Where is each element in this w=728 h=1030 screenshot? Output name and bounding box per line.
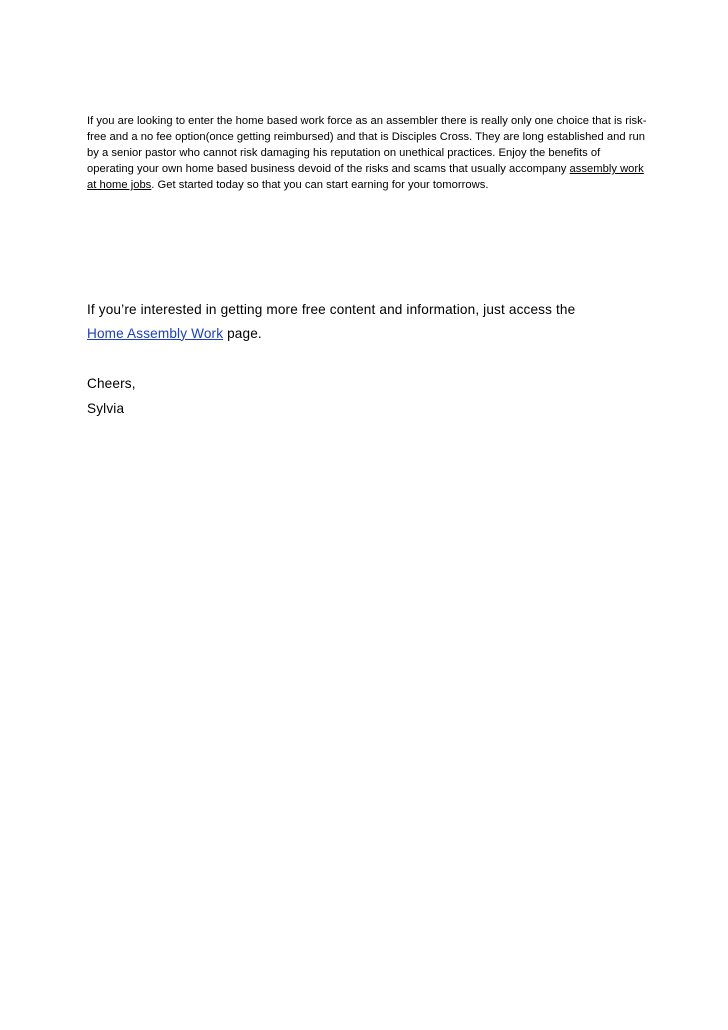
signature-name: Sylvia — [87, 400, 125, 416]
more-info-text — [87, 298, 687, 345]
intro-text — [87, 113, 647, 193]
intro-paragraph — [87, 113, 647, 193]
intro-text-before-link: If you are looking to enter the home based work force as an assembler there is really only one choice that is risk-free and a no fee option(once getting reimbursed) and that is Disciples Cross. They are long established and run by a senior pastor who cannot risk damaging his reputation on unethical practices. Enjoy the benefits of operating your own home based business devoid of the risks and scams that usually accompany — [87, 115, 647, 176]
assembly-work-at-home-jobs-link[interactable]: assembly work at home jobs — [87, 163, 644, 192]
more-info-paragraph — [87, 298, 687, 345]
intro-text-after-link: . Get started today so that you can start earning for your tomorrows. — [151, 179, 489, 192]
closing-block — [87, 372, 136, 421]
more-info-text-after-link: page. — [223, 325, 262, 341]
closing-greeting: Cheers, — [87, 376, 136, 391]
more-info-text-before-link: If you’re interested in getting more free content and information, just access the — [87, 302, 576, 317]
home-assembly-work-link[interactable]: Home Assembly Work — [87, 325, 224, 341]
